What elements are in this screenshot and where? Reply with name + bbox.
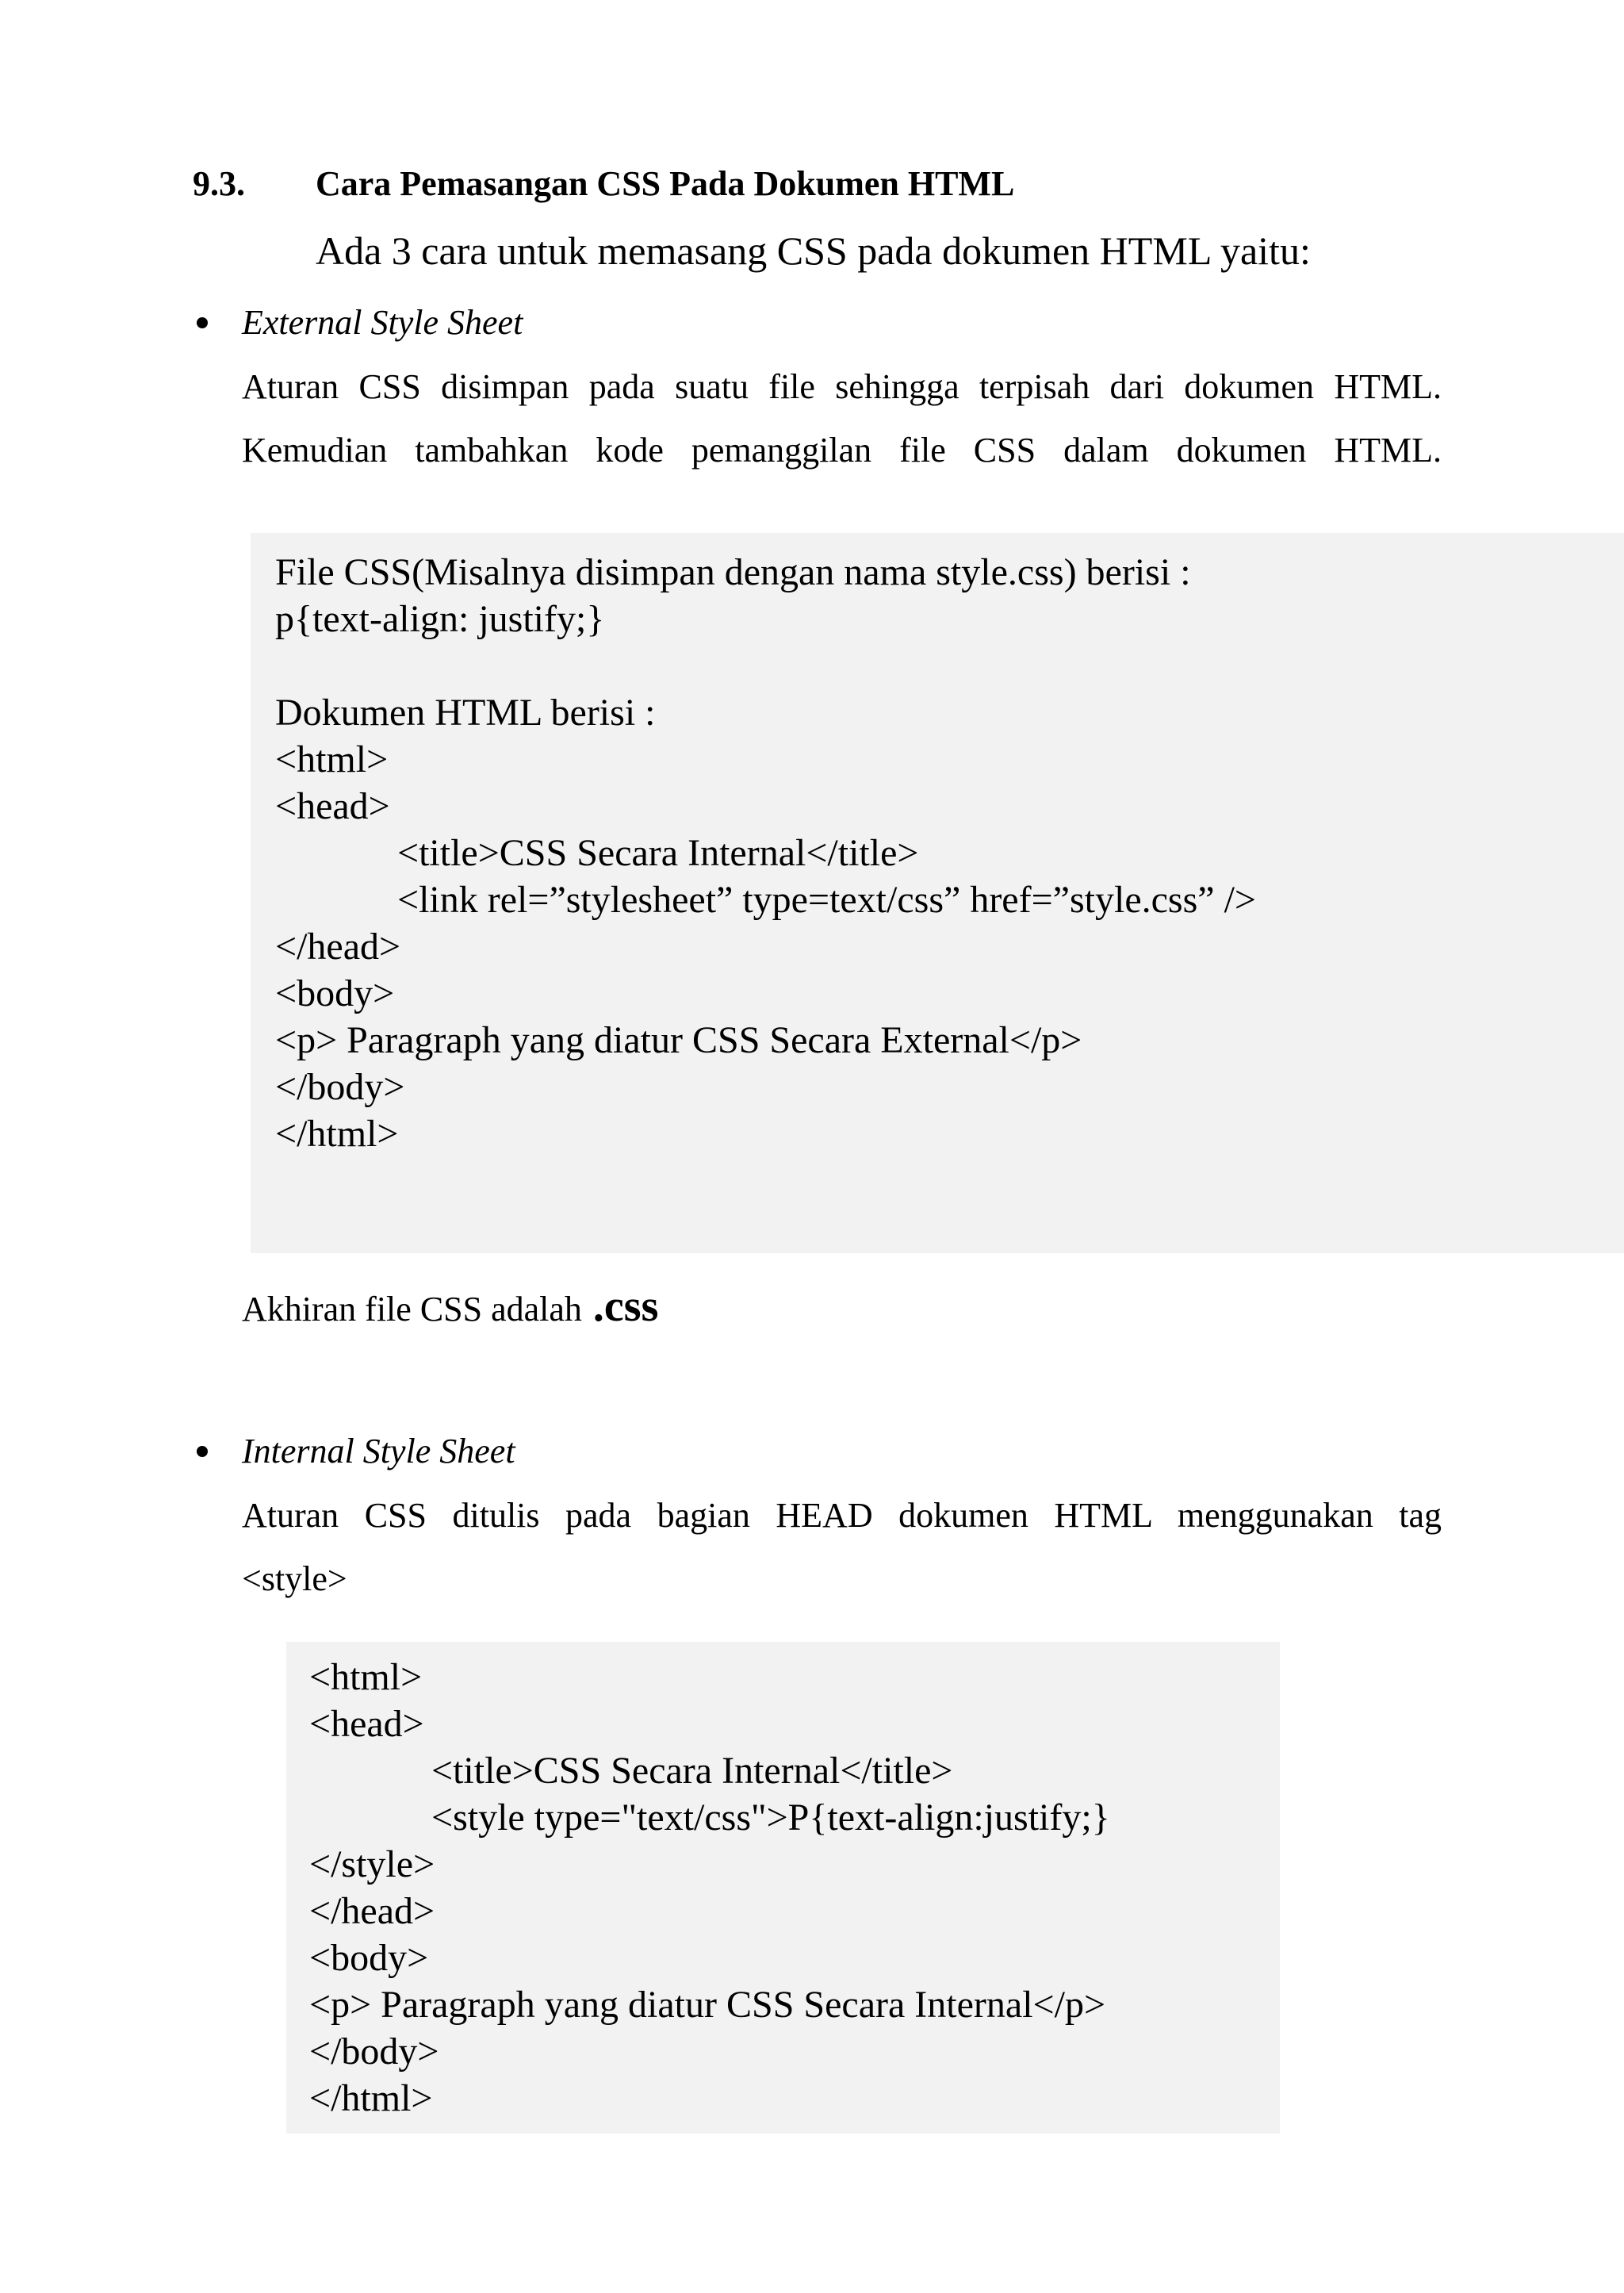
code-line: File CSS(Misalnya disimpan dengan nama style.css) berisi : <box>275 551 1191 593</box>
section-intro: Ada 3 cara untuk memasang CSS pada dokumen HTML yaitu: <box>316 228 1311 273</box>
section-number: 9.3. <box>193 164 245 203</box>
code-line: <head> <box>309 1703 424 1745</box>
code-line: <html> <box>309 1656 423 1698</box>
bullet-icon <box>197 317 208 328</box>
bullet-icon <box>197 1446 208 1457</box>
section-title: Cara Pemasangan CSS Pada Dokumen HTML <box>316 164 1015 203</box>
internal-code-block <box>286 1642 1280 2134</box>
internal-description-line-2: <style> <box>242 1559 347 1598</box>
internal-description <box>242 1484 1442 1611</box>
internal-description-line-1: Aturan CSS ditulis pada bagian HEAD dokumen HTML menggunakan tag <box>242 1496 1442 1535</box>
external-description-line-1: Aturan CSS disimpan pada suatu file sehingga terpisah dari dokumen HTML. <box>242 367 1442 406</box>
code-line: <p> Paragraph yang diatur CSS Secara External</p> <box>275 1019 1082 1061</box>
code-line: </head> <box>309 1890 435 1932</box>
code-line: Dokumen HTML berisi : <box>275 692 656 734</box>
code-line: <body> <box>275 972 395 1014</box>
code-line: <p> Paragraph yang diatur CSS Secara Internal</p> <box>309 1984 1106 2026</box>
external-description-line-2: Kemudian tambahkan kode pemanggilan file CSS dalam dokumen HTML. <box>242 431 1442 470</box>
code-line: </html> <box>275 1113 399 1155</box>
code-line: </style> <box>309 1843 435 1885</box>
code-line: <body> <box>309 1937 429 1979</box>
code-line: </head> <box>275 926 401 968</box>
code-line: <title>CSS Secara Internal</title> <box>397 832 919 874</box>
code-line: </html> <box>309 2077 433 2119</box>
css-suffix-text: Akhiran file CSS adalah <box>242 1290 582 1329</box>
external-code-block <box>251 533 1624 1253</box>
code-line: </body> <box>309 2030 439 2073</box>
code-line: <html> <box>275 738 389 780</box>
code-blank-line <box>275 642 1624 689</box>
code-line: <link rel=”stylesheet” type=text/css” href=”style.css” /> <box>397 879 1256 921</box>
external-style-sheet-label: External Style Sheet <box>242 303 523 342</box>
code-line: </body> <box>275 1066 405 1108</box>
internal-style-sheet-label: Internal Style Sheet <box>242 1432 515 1471</box>
css-suffix-note <box>242 1283 658 1333</box>
code-line: <title>CSS Secara Internal</title> <box>431 1750 953 1792</box>
code-line: <head> <box>275 785 390 827</box>
code-line: <style type="text/css">P{text-align:justify;} <box>431 1796 1110 1839</box>
css-suffix-extension: .css <box>592 1282 659 1331</box>
external-description <box>242 355 1442 482</box>
code-line: p{text-align: justify;} <box>275 598 605 640</box>
